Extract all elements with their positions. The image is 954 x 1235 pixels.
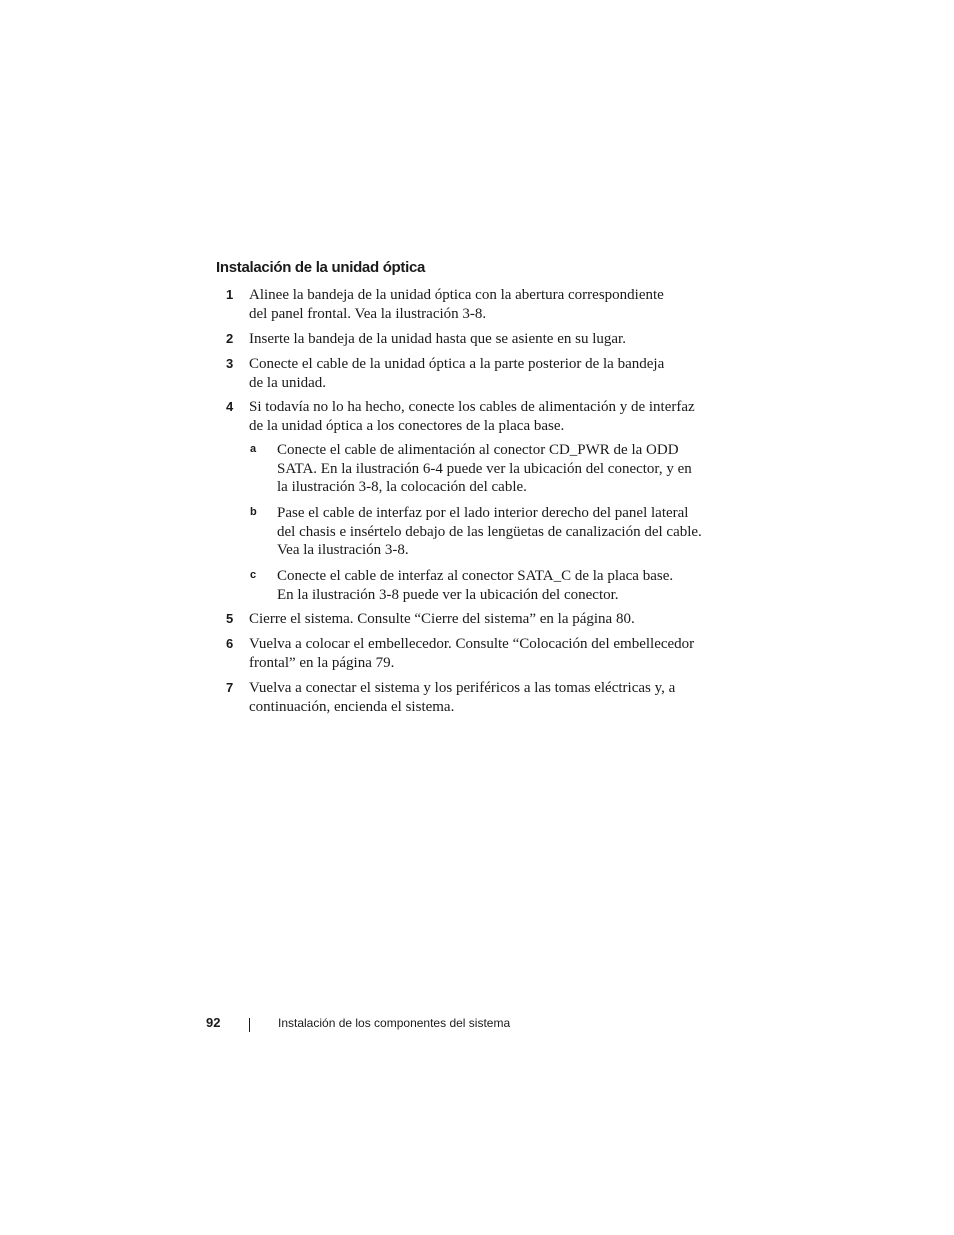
substep-letter: a (250, 443, 257, 455)
substep-text (277, 567, 722, 604)
substep-line: Vea la ilustración 3-8. (277, 542, 409, 559)
step-line: Inserte la bandeja de la unidad hasta que se asiente en su lugar. (249, 331, 626, 347)
substep-line: Conecte el cable de alimentación al conector CD_PWR de la ODD (277, 442, 679, 458)
step-line: frontal” en la página 79. (249, 654, 395, 671)
step-line: Si todavía no lo ha hecho, conecte los cables de alimentación y de interfaz (249, 399, 695, 415)
substep-line: la ilustración 3-8, la colocación del cable. (277, 479, 527, 496)
footer-section-title: Instalación de los componentes del sistema (278, 1016, 511, 1030)
step-line: Cierre el sistema. Consulte “Cierre del sistema” en la página 80. (249, 611, 635, 627)
step-text (249, 679, 719, 716)
footer-divider (249, 1018, 250, 1032)
step-text (249, 635, 719, 672)
step-line: del panel frontal. Vea la ilustración 3-8. (249, 305, 487, 322)
step-number: 1 (226, 287, 234, 302)
step-number: 2 (226, 331, 234, 346)
substep-line: Conecte el cable de interfaz al conector SATA_C de la placa base. (277, 568, 674, 584)
step-number: 4 (226, 399, 234, 414)
step-text (249, 286, 719, 323)
substep-letter: c (250, 569, 257, 581)
page-number: 92 (206, 1015, 221, 1030)
step-line: continuación, encienda el sistema. (249, 698, 455, 715)
step-line: Conecte el cable de la unidad óptica a la parte posterior de la bandeja (249, 356, 665, 372)
substep-line: SATA. En la ilustración 6-4 puede ver la ubicación del conector, y en (277, 460, 692, 477)
step-line: Vuelva a conectar el sistema y los periféricos a las tomas eléctricas y, a (249, 680, 676, 696)
substep-line: del chasis e insértelo debajo de las lengüetas de canalización del cable. (277, 523, 702, 540)
step-number: 6 (226, 636, 234, 651)
substep-text (277, 441, 722, 497)
step-text (249, 398, 719, 435)
substep-line: En la ilustración 3-8 puede ver la ubicación del conector. (277, 586, 619, 603)
step-line: Alinee la bandeja de la unidad óptica con la abertura correspondiente (249, 287, 664, 303)
step-text (249, 355, 719, 392)
step-line: Vuelva a colocar el embellecedor. Consulte “Colocación del embellecedor (249, 636, 695, 652)
substep-text (277, 504, 722, 560)
substep-line: Pase el cable de interfaz por el lado interior derecho del panel lateral (277, 505, 689, 521)
step-number: 7 (226, 680, 234, 695)
step-line: de la unidad. (249, 374, 327, 391)
step-text (249, 330, 719, 349)
step-line: de la unidad óptica a los conectores de la placa base. (249, 417, 565, 434)
step-number: 5 (226, 611, 234, 626)
step-number: 3 (226, 356, 234, 371)
step-text (249, 610, 719, 629)
substep-letter: b (250, 506, 257, 518)
section-heading: Instalación de la unidad óptica (216, 259, 426, 276)
